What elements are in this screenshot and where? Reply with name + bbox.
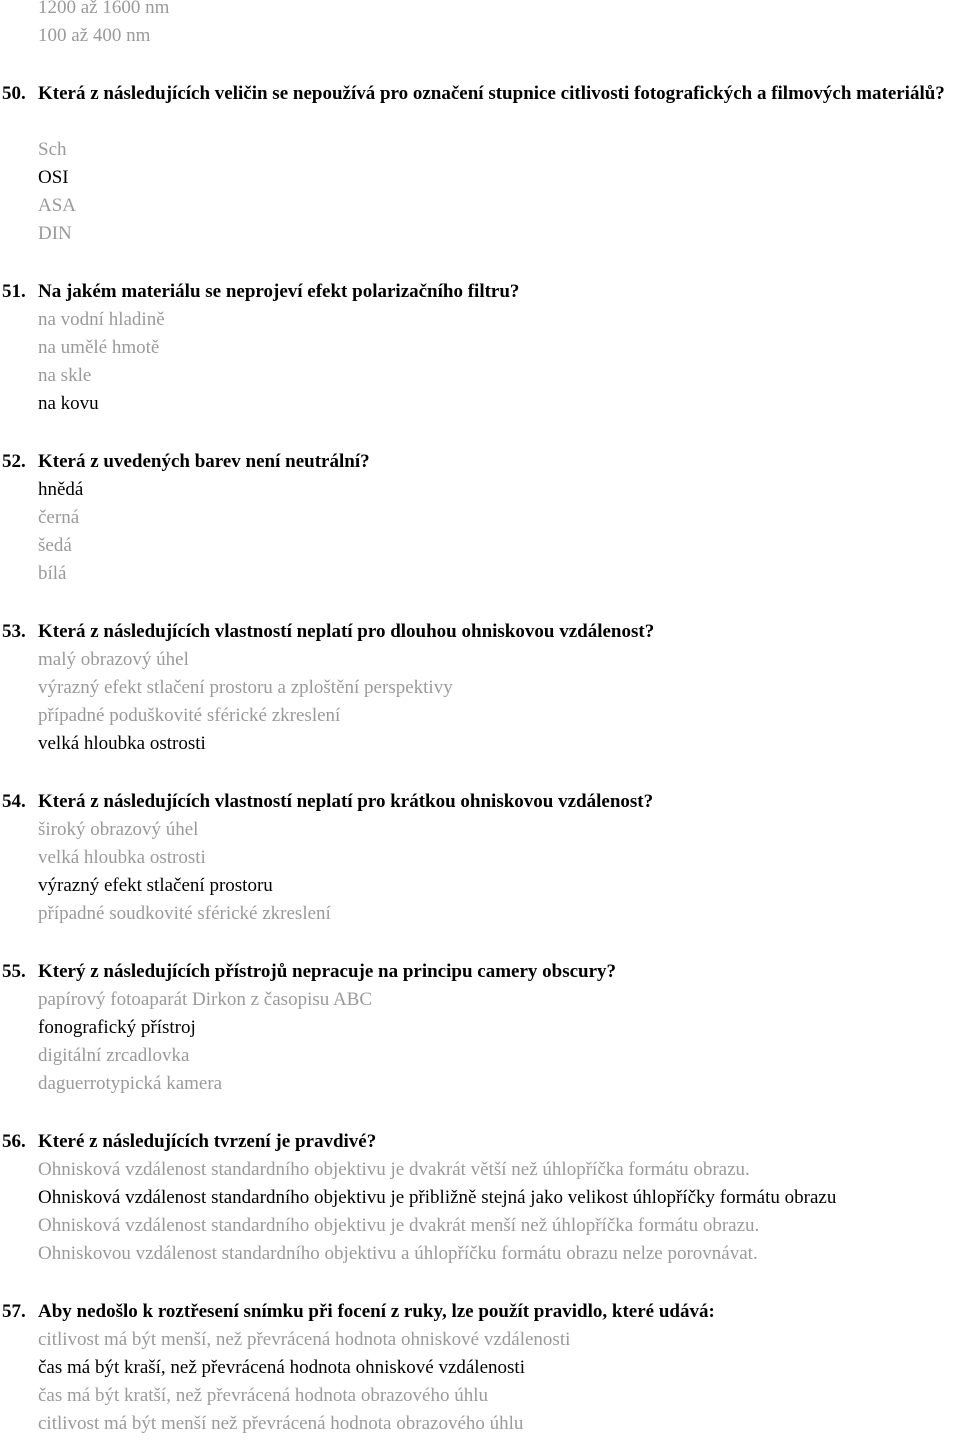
q56-option-4: Ohniskovou vzdálenost standardního objektivu a úhlopříčku formátu obrazu nelze porovnávat.	[38, 1243, 758, 1264]
question-54	[0, 788, 960, 816]
q53-option-4: velká hloubka ostrosti	[38, 733, 206, 754]
q50-option-4: DIN	[38, 223, 72, 244]
q50-option-3: ASA	[38, 195, 77, 216]
question-number: 57.	[2, 1301, 26, 1322]
q52-option-3: šedá	[38, 535, 72, 556]
question-number: 53.	[2, 621, 26, 642]
question-text: Které z následujících tvrzení je pravdivé?	[38, 1131, 377, 1152]
q52-option-1: hnědá	[38, 479, 84, 500]
q51-option-2: na umělé hmotě	[38, 337, 160, 358]
question-text: Která z následujících vlastností neplatí pro krátkou ohniskovou vzdálenost?	[38, 791, 654, 812]
q56-option-2: Ohnisková vzdálenost standardního objektivu je přibližně stejná jako velikost úhlopříčky formátu obrazu	[38, 1187, 837, 1208]
q51-option-3: na skle	[38, 365, 92, 386]
question-text: Která z uvedených barev není neutrální?	[38, 451, 370, 472]
question-51	[0, 278, 960, 306]
question-55	[0, 958, 960, 986]
question-text: Která z následujících veličin se nepoužívá pro označení stupnice citlivosti fotografických a filmových materiálů?	[38, 83, 945, 104]
q56-option-3: Ohnisková vzdálenost standardního objektivu je dvakrát menší než úhlopříčka formátu obrazu.	[38, 1215, 760, 1236]
question-53	[0, 618, 960, 646]
q53-option-2: výrazný efekt stlačení prostoru a zploštění perspektivy	[38, 677, 453, 698]
question-number: 50.	[2, 83, 26, 104]
question-text: Která z následujících vlastností neplatí pro dlouhou ohniskovou vzdálenost?	[38, 621, 655, 642]
prev-option-0: 1200 až 1600 nm	[38, 0, 170, 18]
q51-option-1: na vodní hladině	[38, 309, 165, 330]
q56-option-1: Ohnisková vzdálenost standardního objektivu je dvakrát větší než úhlopříčka formátu obrazu.	[38, 1159, 750, 1180]
q52-option-4: bílá	[38, 563, 67, 584]
q51-option-4: na kovu	[38, 393, 99, 414]
q53-option-3: případné poduškovité sférické zkreslení	[38, 705, 341, 726]
q55-option-3: digitální zrcadlovka	[38, 1045, 190, 1066]
question-52	[0, 448, 960, 476]
q55-option-2: fonografický přístroj	[38, 1017, 196, 1038]
question-56	[0, 1128, 960, 1156]
q54-option-4: případné soudkovité sférické zkreslení	[38, 903, 331, 924]
q55-option-4: daguerrotypická kamera	[38, 1073, 223, 1094]
question-text: Aby nedošlo k roztřesení snímku při focení z ruky, lze použít pravidlo, které udává:	[38, 1301, 715, 1322]
question-number: 54.	[2, 791, 26, 812]
q50-option-1: Sch	[38, 139, 67, 160]
q57-option-1: citlivost má být menší, než převrácená hodnota ohniskové vzdálenosti	[38, 1329, 571, 1350]
q57-option-4: citlivost má být menší než převrácená hodnota obrazového úhlu	[38, 1413, 524, 1434]
question-57	[0, 1298, 960, 1326]
q54-option-3: výrazný efekt stlačení prostoru	[38, 875, 273, 896]
question-number: 55.	[2, 961, 26, 982]
q50-option-2: OSI	[38, 167, 69, 188]
q54-option-2: velká hloubka ostrosti	[38, 847, 206, 868]
q57-option-3: čas má být kratší, než převrácená hodnota obrazového úhlu	[38, 1385, 489, 1406]
prev-option-1: 100 až 400 nm	[38, 25, 151, 46]
question-number: 56.	[2, 1131, 26, 1152]
question-text: Na jakém materiálu se neprojeví efekt polarizačního filtru?	[38, 281, 520, 302]
question-number: 52.	[2, 451, 26, 472]
q52-option-2: černá	[38, 507, 80, 528]
question-text: Který z následujících přístrojů nepracuje na principu camery obscury?	[38, 961, 617, 982]
q54-option-1: široký obrazový úhel	[38, 819, 199, 840]
question-50	[0, 80, 960, 108]
q53-option-1: malý obrazový úhel	[38, 649, 189, 670]
question-number: 51.	[2, 281, 26, 302]
q57-option-2: čas má být kraší, než převrácená hodnota ohniskové vzdálenosti	[38, 1357, 525, 1378]
q55-option-1: papírový fotoaparát Dirkon z časopisu ABC	[38, 989, 373, 1010]
